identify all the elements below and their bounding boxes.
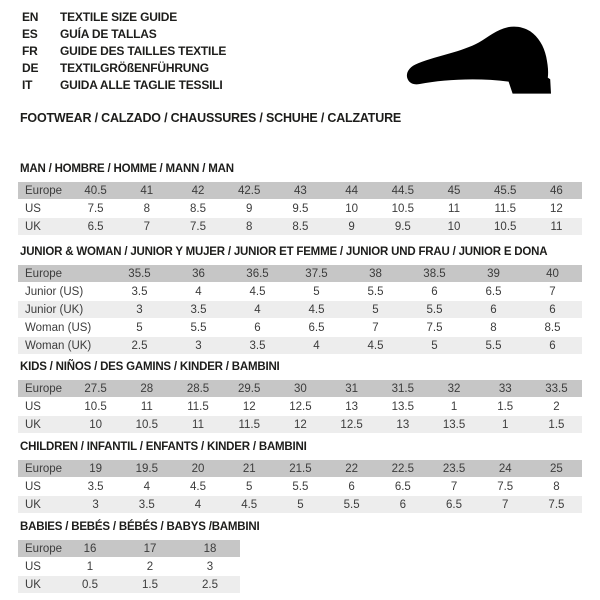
size-cell: 1.5 xyxy=(497,400,514,413)
size-cell: 9.5 xyxy=(292,202,309,215)
size-cell: 3 xyxy=(195,339,202,352)
size-cell: 13 xyxy=(396,418,410,431)
language-title: TEXTILE SIZE GUIDE xyxy=(60,9,178,24)
size-cell: 6 xyxy=(348,480,355,493)
section-title: MAN / HOMBRE / HOMME / MANN / MAN xyxy=(20,163,234,175)
size-cell: 2 xyxy=(146,560,154,573)
language-code: DE xyxy=(22,60,39,75)
size-cell: 10 xyxy=(345,202,359,215)
row-label: Woman (US) xyxy=(25,321,92,334)
size-cell: 38 xyxy=(369,267,382,280)
size-cell: 4 xyxy=(195,285,202,298)
size-cell: 12 xyxy=(294,418,307,431)
size-cell: 6 xyxy=(254,321,261,334)
section-kids xyxy=(18,361,582,434)
size-cell: 7.5 xyxy=(548,498,565,511)
size-cell: 41 xyxy=(140,184,154,197)
size-cell: 23.5 xyxy=(442,462,466,475)
size-cell: 13.5 xyxy=(442,418,466,431)
size-cell: 31.5 xyxy=(391,382,415,395)
size-cell: 3 xyxy=(136,303,143,316)
size-cell: 5 xyxy=(372,303,379,316)
size-cell: 5.5 xyxy=(292,480,309,493)
size-cell: 3 xyxy=(92,498,99,511)
size-cell: 22.5 xyxy=(391,462,415,475)
size-cell: 5 xyxy=(297,498,304,511)
size-cell: 1.5 xyxy=(548,418,565,431)
row-label: UK xyxy=(25,220,41,233)
size-cell: 11.5 xyxy=(187,400,209,413)
row-label: US xyxy=(25,560,41,573)
row-label: Europe xyxy=(25,542,63,555)
size-cell: 7.5 xyxy=(190,220,206,233)
table-row xyxy=(18,496,582,513)
table-row xyxy=(18,380,582,397)
size-cell: 6.5 xyxy=(87,220,104,233)
size-cell: 42 xyxy=(191,184,205,197)
size-cell: 10.5 xyxy=(494,220,517,233)
size-cell: 5.5 xyxy=(190,321,207,334)
size-cell: 5 xyxy=(136,321,143,334)
size-cell: 27.5 xyxy=(84,382,107,395)
size-cell: 8 xyxy=(143,202,150,215)
size-cell: 4.5 xyxy=(190,480,206,493)
size-cell: 10.5 xyxy=(84,400,107,413)
size-cell: 19.5 xyxy=(135,462,158,475)
size-cell: 4 xyxy=(313,339,320,352)
size-cell: 3 xyxy=(206,560,214,573)
size-cell: 4.5 xyxy=(308,303,325,316)
size-cell: 11 xyxy=(550,220,563,233)
size-cell: 13.5 xyxy=(391,400,415,413)
size-cell: 8 xyxy=(553,480,560,493)
section-babies xyxy=(18,521,582,594)
size-cell: 9 xyxy=(246,202,253,215)
size-cell: 37.5 xyxy=(305,267,328,280)
table-row xyxy=(18,398,582,415)
table-row xyxy=(18,301,582,318)
dress-shoe-icon xyxy=(393,20,581,108)
size-cell: 19 xyxy=(89,462,102,475)
row-label: UK xyxy=(25,418,41,431)
size-cell: 5.5 xyxy=(343,498,360,511)
size-cell: 12.5 xyxy=(340,418,363,431)
row-label: Europe xyxy=(25,462,63,475)
section-title: CHILDREN / INFANTIL / ENFANTS / KINDER / BAMBINI xyxy=(20,441,307,453)
table-row xyxy=(18,182,582,199)
size-cell: 1 xyxy=(86,560,94,573)
size-cell: 44.5 xyxy=(391,184,415,197)
size-cell: 11.5 xyxy=(494,202,516,215)
size-cell: 8.5 xyxy=(190,202,206,215)
size-cell: 7 xyxy=(549,285,556,298)
language-code: FR xyxy=(22,43,38,58)
size-cell: 7 xyxy=(450,480,458,493)
size-cell: 7.5 xyxy=(87,202,104,215)
size-cell: 5 xyxy=(313,285,320,298)
size-cell: 20 xyxy=(191,462,205,475)
size-cell: 6.5 xyxy=(485,285,502,298)
size-cell: 6 xyxy=(549,303,556,316)
size-cell: 12 xyxy=(550,202,563,215)
row-label: Junior (UK) xyxy=(25,303,84,316)
table-row xyxy=(18,265,582,282)
language-row xyxy=(22,42,226,59)
size-cell: 1.5 xyxy=(142,578,158,591)
size-cell: 39 xyxy=(487,267,500,280)
size-cell: 7.5 xyxy=(497,480,514,493)
section-title: JUNIOR & WOMAN / JUNIOR Y MUJER / JUNIOR ET FEMME / JUNIOR UND FRAU / JUNIOR E DONA xyxy=(20,246,548,258)
size-cell: 12 xyxy=(242,400,256,413)
language-row xyxy=(22,59,226,76)
size-cell: 16 xyxy=(83,542,97,555)
size-cell: 5.5 xyxy=(426,303,443,316)
language-title: GUIDA ALLE TAGLIE TESSILI xyxy=(60,77,223,92)
size-cell: 25 xyxy=(550,462,563,475)
size-cell: 10.5 xyxy=(391,202,415,215)
size-cell: 28.5 xyxy=(186,382,210,395)
size-cell: 6 xyxy=(549,339,556,352)
size-cell: 29.5 xyxy=(238,382,261,395)
size-cell: 4.5 xyxy=(241,498,258,511)
size-cell: 10 xyxy=(89,418,102,431)
row-label: UK xyxy=(25,498,41,511)
table-row xyxy=(18,283,582,300)
size-cell: 21 xyxy=(242,462,256,475)
size-cell: 3.5 xyxy=(131,285,148,298)
size-cell: 3.5 xyxy=(138,498,155,511)
size-cell: 2.5 xyxy=(202,578,218,591)
size-cell: 1 xyxy=(450,400,458,413)
size-cell: 8 xyxy=(246,220,253,233)
table-row xyxy=(18,540,240,557)
size-cell: 3.5 xyxy=(87,480,104,493)
row-label: US xyxy=(25,480,41,493)
size-cell: 6.5 xyxy=(308,321,325,334)
language-title-list xyxy=(22,8,226,93)
size-cell: 4.5 xyxy=(249,285,266,298)
size-cell: 4 xyxy=(254,303,261,316)
size-cell: 22 xyxy=(345,462,359,475)
size-cell: 10 xyxy=(447,220,461,233)
table-row xyxy=(18,478,582,495)
size-cell: 4 xyxy=(143,480,150,493)
size-cell: 31 xyxy=(345,382,359,395)
size-cell: 6.5 xyxy=(394,480,411,493)
table-row xyxy=(18,337,582,354)
language-row xyxy=(22,76,226,93)
language-title: GUÍA DE TALLAS xyxy=(60,26,157,41)
size-cell: 38.5 xyxy=(423,267,446,280)
language-code: EN xyxy=(22,9,39,24)
size-cell: 4.5 xyxy=(367,339,384,352)
language-code: IT xyxy=(22,77,33,92)
size-cell: 35.5 xyxy=(128,267,151,280)
size-cell: 36 xyxy=(192,267,205,280)
size-cell: 7 xyxy=(502,498,509,511)
size-cell: 43 xyxy=(294,184,307,197)
section-man xyxy=(18,163,582,236)
size-cell: 6 xyxy=(431,285,438,298)
size-cell: 18 xyxy=(203,542,217,555)
row-label: US xyxy=(25,400,41,413)
size-cell: 1 xyxy=(502,418,509,431)
size-cell: 11 xyxy=(448,202,460,215)
size-cell: 45.5 xyxy=(494,184,517,197)
size-cell: 5 xyxy=(431,339,438,352)
language-code: ES xyxy=(22,26,38,41)
size-cell: 11 xyxy=(140,400,153,413)
table-row xyxy=(18,319,582,336)
size-cell: 7 xyxy=(143,220,150,233)
row-label: Europe xyxy=(25,184,63,197)
size-cell: 5 xyxy=(246,480,253,493)
size-cell: 33.5 xyxy=(545,382,568,395)
size-cell: 2 xyxy=(553,400,560,413)
table-row xyxy=(18,200,582,217)
size-table xyxy=(18,380,582,433)
size-cell: 5.5 xyxy=(367,285,384,298)
section-title: KIDS / NIÑOS / DES GAMINS / KINDER / BAMBINI xyxy=(20,361,280,373)
row-label: Junior (US) xyxy=(25,285,84,298)
size-cell: 2.5 xyxy=(131,339,148,352)
size-cell: 9 xyxy=(348,220,355,233)
size-cell: 17 xyxy=(143,542,157,555)
table-row xyxy=(18,218,582,235)
size-cell: 0.5 xyxy=(82,578,98,591)
size-cell: 21.5 xyxy=(289,462,312,475)
size-cell: 8.5 xyxy=(544,321,561,334)
size-cell: 10.5 xyxy=(135,418,158,431)
table-row xyxy=(18,460,582,477)
size-cell: 6 xyxy=(399,498,407,511)
size-table xyxy=(18,460,582,513)
size-table xyxy=(18,265,582,354)
table-row xyxy=(18,576,240,593)
row-label: Europe xyxy=(25,267,63,280)
language-title: TEXTILGRÖßENFÜHRUNG xyxy=(60,60,209,75)
row-label: UK xyxy=(25,578,41,591)
row-label: US xyxy=(25,202,41,215)
size-cell: 4 xyxy=(194,498,202,511)
size-cell: 13 xyxy=(345,400,359,413)
size-table xyxy=(18,182,582,235)
size-cell: 42.5 xyxy=(238,184,261,197)
size-cell: 9.5 xyxy=(394,220,411,233)
size-cell: 3.5 xyxy=(249,339,266,352)
size-cell: 36.5 xyxy=(246,267,269,280)
size-cell: 11 xyxy=(192,418,204,431)
size-cell: 3.5 xyxy=(190,303,207,316)
size-cell: 11.5 xyxy=(238,418,260,431)
size-cell: 8.5 xyxy=(292,220,309,233)
category-title: FOOTWEAR / CALZADO / CHAUSSURES / SCHUHE / CALZATURE xyxy=(20,111,402,125)
size-cell: 24 xyxy=(498,462,512,475)
size-cell: 8 xyxy=(490,321,497,334)
size-cell: 12.5 xyxy=(289,400,312,413)
language-row xyxy=(22,8,226,25)
size-cell: 6 xyxy=(490,303,497,316)
size-cell: 44 xyxy=(345,184,359,197)
size-cell: 5.5 xyxy=(485,339,502,352)
row-label: Woman (UK) xyxy=(25,339,92,352)
section-title: BABIES / BEBÉS / BÉBÉS / BABYS /BAMBINI xyxy=(20,521,260,533)
size-cell: 33 xyxy=(498,382,512,395)
size-cell: 40.5 xyxy=(84,184,107,197)
size-cell: 7 xyxy=(372,321,379,334)
size-cell: 30 xyxy=(294,382,307,395)
size-cell: 7.5 xyxy=(426,321,443,334)
size-cell: 32 xyxy=(447,382,461,395)
language-title: GUIDE DES TAILLES TEXTILE xyxy=(60,43,227,58)
language-row xyxy=(22,25,226,42)
size-cell: 28 xyxy=(140,382,154,395)
row-label: Europe xyxy=(25,382,63,395)
section-children xyxy=(18,441,582,514)
section-junior-woman xyxy=(18,246,582,355)
size-cell: 45 xyxy=(447,184,461,197)
size-table xyxy=(18,540,240,593)
size-cell: 40 xyxy=(546,267,559,280)
size-cell: 46 xyxy=(550,184,563,197)
size-cell: 6.5 xyxy=(446,498,463,511)
table-row xyxy=(18,416,582,433)
table-row xyxy=(18,558,240,575)
